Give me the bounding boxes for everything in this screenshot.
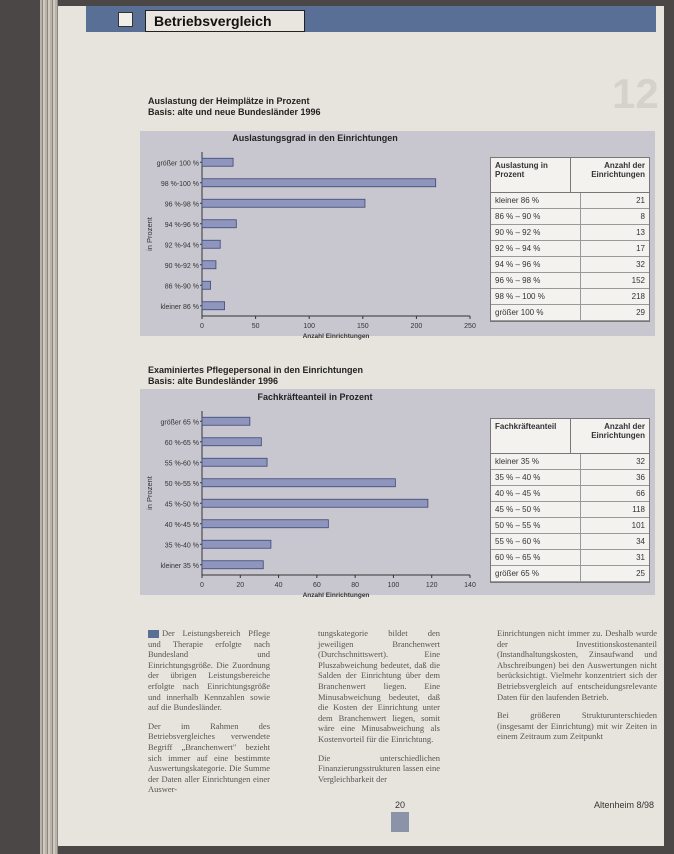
table2-row-value: 118: [580, 502, 649, 517]
table1-row-value: 21: [580, 193, 649, 208]
issue-label: Altenheim 8/98: [594, 800, 655, 810]
chart2-category-label: 40 %-45 %: [164, 521, 199, 529]
chart2-x-tick-label: 80: [351, 582, 360, 589]
table1-row: [491, 257, 649, 273]
chart2-category-label: 60 %-65 %: [164, 439, 199, 447]
page-number: 20: [395, 800, 406, 810]
table2-row: [491, 534, 649, 550]
table1-row-value: 218: [580, 289, 649, 304]
chart1-category-label: 96 %-98 %: [164, 201, 199, 209]
table1: [490, 157, 650, 322]
chart2-y-axis-label: in Prozent: [145, 476, 154, 510]
table2-row-label: größer 65 %: [495, 569, 540, 578]
table1-row: [491, 241, 649, 257]
chart1-y-axis-label: in Prozent: [145, 217, 154, 251]
body-column-2: [318, 628, 440, 792]
chart1-bar: [202, 199, 365, 207]
table2-row-value: 66: [580, 486, 649, 501]
chart1-title: Auslastungsgrad in den Einrichtungen: [232, 133, 398, 143]
chart2-bar: [202, 458, 267, 466]
header-square-icon: [118, 12, 133, 27]
body-col2-p2: Die unterschiedlichen Finanzierungsstrukturen lassen eine Vergleichbarkeit der: [318, 752, 440, 784]
table2-row: [491, 566, 649, 582]
chart2-bar: [202, 479, 395, 487]
table1-row: [491, 225, 649, 241]
section1-title-line1: Auslastung der Heimplätze in Prozent: [148, 96, 310, 106]
section1-title: [148, 96, 321, 118]
table2-body: [491, 454, 649, 582]
chart2-category-label: 35 %-40 %: [164, 542, 199, 550]
chart1-category-label: 86 %-90 %: [164, 283, 199, 291]
table1-body: [491, 193, 649, 321]
page-tab: [391, 812, 409, 832]
chart1-category-label: kleiner 86 %: [160, 303, 199, 311]
table2-row-label: 60 % – 65 %: [495, 553, 541, 562]
chart1-bar: [202, 220, 236, 228]
chart1-bar: [202, 158, 233, 166]
table1-row-value: 152: [580, 273, 649, 288]
chart2-svg: [140, 405, 490, 599]
body-col1-p1: Der Leistungsbereich Pflege und Therapie erfolgte nach Bundesland und Einrichtungsgröße. Die Zuordnung der übrigen Leistungsbereiche erfolgte nach Einrichtungsgröße und innerhalb Kennzahlen sowie auf die Bundesländer.: [148, 628, 270, 713]
table2-row-value: 32: [580, 454, 649, 469]
chart1-category-label: größer 100 %: [156, 160, 199, 168]
chart2-bar: [202, 561, 263, 569]
chart2-title: Fachkräfteanteil in Prozent: [257, 392, 373, 402]
paragraph-marker-icon: [148, 630, 159, 638]
body-column-3: [497, 628, 657, 750]
table1-row-value: 17: [580, 241, 649, 256]
table2-row-value: 34: [580, 534, 649, 549]
table1-row-label: 90 % – 92 %: [495, 228, 541, 237]
chart2-x-tick-label: 0: [200, 582, 204, 589]
chart1-x-axis-label: Anzahl Einrichtungen: [302, 333, 370, 340]
table2-row-value: 31: [580, 550, 649, 565]
chart2-category-label: 50 %-55 %: [164, 480, 199, 488]
table1-row: [491, 193, 649, 209]
table1-row: [491, 289, 649, 305]
chart1-x-tick-label: 100: [303, 323, 316, 330]
table1-row-label: 92 % – 94 %: [495, 244, 541, 253]
body-col1-p2: Der im Rahmen des Betriebsvergleiches verwendete Begriff „Branchenwert" bezieht sich immer auf eine bestimmte Auswertungskategorie. Die Summe der Daten aller Einrichtungen einer Auswer-: [148, 720, 270, 795]
body-col2-p1: tungskategorie bildet den jeweiligen Branchenwert (Durchschnittswert). Eine Pluszabweichung bedeutet, daß die Salden der Einrichtung über dem Branchenwert liegen. Eine Minusabweichung bedeutet, daß die Kosten der Einrichtung unter dem Branchenwert liegen, somit wäre eine Minusabweichung als Kostenvorteil für die Einrichtung.: [318, 628, 440, 744]
table2-row-value: 36: [580, 470, 649, 485]
chart2-category-label: 45 %-50 %: [164, 501, 199, 509]
table1-row-value: 32: [580, 257, 649, 272]
body-col3-p2: Bei größeren Strukturunterschieden (insgesamt der Einrichtung) mit wir Zeiten in einem Zeitraum zum Zeitpunkt: [497, 710, 657, 742]
chart1-category-label: 92 %-94 %: [164, 242, 199, 250]
section2-title-line1: Examiniertes Pflegepersonal in den Einrichtungen: [148, 365, 364, 375]
table2-row-label: 45 % – 50 %: [495, 505, 541, 514]
chart2-bar: [202, 499, 428, 507]
chart2-bar: [202, 520, 328, 528]
table2-row: [491, 470, 649, 486]
chart1-x-tick-label: 0: [200, 323, 204, 330]
chart1-bar: [202, 281, 211, 289]
chart1-bar: [202, 261, 216, 269]
table1-row-label: größer 100 %: [495, 308, 544, 317]
table1-row-value: 13: [580, 225, 649, 240]
chart1-bar: [202, 179, 436, 187]
table1-header-col1: Auslastung in Prozent: [495, 161, 548, 179]
chart2-x-tick-label: 20: [236, 582, 245, 589]
chart2-x-tick-label: 40: [274, 582, 283, 589]
table2-row: [491, 518, 649, 534]
section2-title-line2: Basis: alte Bundesländer 1996: [148, 376, 279, 386]
table1-row-label: 96 % – 98 %: [495, 276, 541, 285]
table2-row: [491, 486, 649, 502]
section2-title: [148, 365, 363, 387]
table2-row-label: 55 % – 60 %: [495, 537, 541, 546]
chart2-bar: [202, 438, 261, 446]
corner-decoration: 12: [612, 70, 659, 117]
table1-row-value: 29: [580, 305, 649, 320]
chart1-x-tick-label: 200: [410, 323, 423, 330]
chart2-x-tick-label: 140: [464, 582, 476, 589]
table1-row: [491, 305, 649, 321]
chart1-bar: [202, 240, 220, 248]
table1-row-label: kleiner 86 %: [495, 196, 540, 205]
table2-header-col2: Anzahl der Einrichtungen: [570, 419, 650, 453]
chart2-x-axis-label: Anzahl Einrichtungen: [302, 592, 370, 599]
table2-row-label: kleiner 35 %: [495, 457, 540, 466]
table2-row-value: 101: [580, 518, 649, 533]
table1-row-label: 98 % – 100 %: [495, 292, 545, 301]
chart1-x-tick-label: 150: [356, 323, 369, 330]
table1-row: [491, 209, 649, 225]
chart2-x-tick-label: 60: [312, 582, 321, 589]
chart2-category-label: kleiner 35 %: [160, 562, 199, 570]
chart1-category-label: 98 %-100 %: [160, 180, 199, 188]
table1-row-label: 86 % – 90 %: [495, 212, 541, 221]
chart1-category-label: 90 %-92 %: [164, 262, 199, 270]
book-edge: [40, 0, 58, 854]
chart1-x-tick-label: 50: [251, 323, 260, 330]
table2-row: [491, 454, 649, 470]
chart2-bar: [202, 417, 250, 425]
table2-header: [491, 419, 649, 454]
table2-row-label: 40 % – 45 %: [495, 489, 541, 498]
section-header: Betriebsvergleich: [145, 10, 305, 32]
table2-header-col1: Fachkräfteanteil: [495, 422, 557, 431]
table2-row: [491, 502, 649, 518]
table1-row: [491, 273, 649, 289]
body-col3-p1: Einrichtungen nicht immer zu. Deshalb wurde der Investitionskostenanteil (Instandhaltungskosten, Zinsaufwand und Abschreibungen) bei den Auswertungen nicht berücksichtigt. Vielmehr konzentriert sich der Betriebsvergleich auf entscheidungsrelevante Daten für den laufenden Betrieb.: [497, 628, 657, 702]
table1-row-label: 94 % – 96 %: [495, 260, 541, 269]
chart2-category-label: größer 65 %: [160, 419, 199, 427]
section1-title-line2: Basis: alte und neue Bundesländer 1996: [148, 107, 321, 117]
table2-row: [491, 550, 649, 566]
table1-header-col2: Anzahl der Einrichtungen: [570, 158, 650, 192]
table2: [490, 418, 650, 583]
chart2-x-tick-label: 100: [387, 582, 400, 589]
body-column-1: [148, 628, 270, 803]
table1-row-value: 8: [580, 209, 649, 224]
chart2-bar: [202, 540, 271, 548]
table2-row-label: 35 % – 40 %: [495, 473, 541, 482]
table2-row-value: 25: [580, 566, 649, 581]
chart1-bar: [202, 302, 225, 310]
chart1-svg: [140, 146, 490, 340]
chart2-category-label: 55 %-60 %: [164, 460, 199, 468]
chart1-x-tick-label: 250: [464, 323, 476, 330]
table2-row-label: 50 % – 55 %: [495, 521, 541, 530]
table1-header: [491, 158, 649, 193]
chart2-x-tick-label: 120: [425, 582, 438, 589]
chart1-category-label: 94 %-96 %: [164, 221, 199, 229]
